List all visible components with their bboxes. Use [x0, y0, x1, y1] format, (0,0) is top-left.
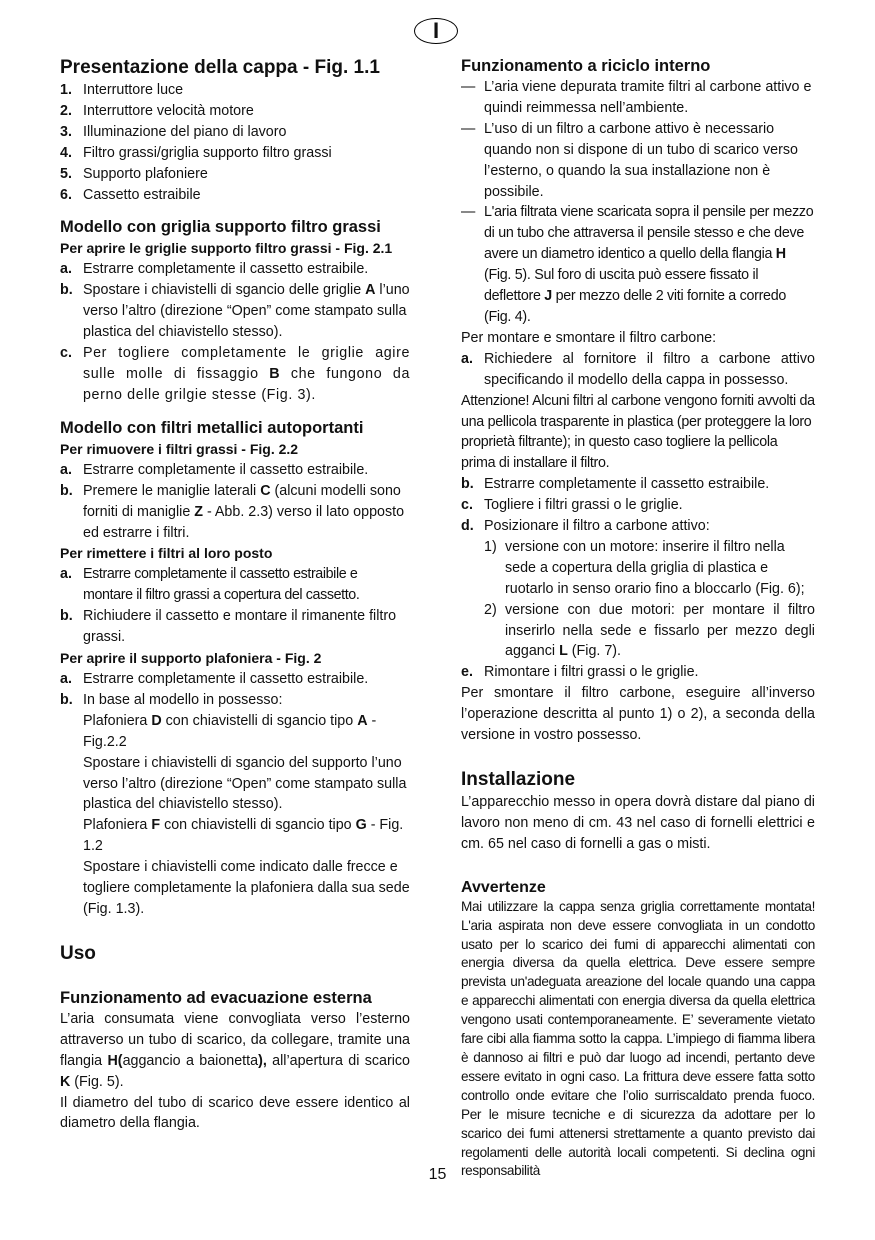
subheading-plafoniera: Per aprire il supporto plafoniera - Fig. 2 — [60, 650, 322, 667]
dash-bullet: — — [461, 204, 476, 221]
item-text: Interruttore velocità motore — [83, 102, 254, 119]
left-column — [60, 56, 410, 1134]
subheading-griglia: Per aprire le griglie supporto filtro grassi - Fig. 2.1 — [60, 240, 393, 257]
item-text: Premere le maniglie laterali C (alcuni modelli sono forniti di maniglie Z - Abb. 2.3) verso il lato opposto ed estrarre i filtri. — [83, 482, 405, 541]
item-number: 4. — [60, 144, 72, 161]
item-letter: b. — [60, 482, 73, 499]
item-text: Spostare i chiavistelli di sgancio delle griglie A l’uno verso l’altro (direzione “Open” come stampato sulla plastica del chiavistello stesso). — [83, 282, 410, 341]
list-item — [60, 185, 410, 206]
paragraph: Plafoniera F con chiavistelli di sgancio tipo G - Fig. 1.2 — [83, 817, 404, 855]
list-item — [60, 690, 410, 711]
paragraph: Per montare e smontare il filtro carbone: — [461, 329, 717, 346]
list-item — [60, 259, 410, 280]
list-item — [60, 460, 410, 481]
subheading-rimuovere: Per rimuovere i filtri grassi - Fig. 2.2 — [60, 440, 299, 457]
item-text: Filtro grassi/griglia supporto filtro grassi — [83, 144, 332, 161]
item-letter: b. — [60, 282, 73, 299]
heading-griglia: Modello con griglia supporto filtro grassi — [60, 218, 381, 237]
item-number: 2) — [484, 601, 497, 618]
item-text: Interruttore luce — [83, 82, 184, 98]
section-title-presentazione: Presentazione della cappa - Fig. 1.1 — [60, 57, 380, 78]
item-letter: e. — [461, 664, 473, 681]
dash-bullet: — — [461, 120, 476, 137]
list-item — [60, 343, 410, 406]
list-item — [60, 143, 410, 164]
item-text: Estrarre completamente il cassetto estraibile. — [484, 476, 770, 493]
item-letter: a. — [60, 671, 72, 688]
item-number: 5. — [60, 165, 72, 182]
list-item — [60, 564, 410, 606]
paragraph: Spostare i chiavistelli di sgancio del supporto l’uno verso l’altro (direzione “Open” come stampato sulla plastica del chiavistello stesso). — [83, 754, 407, 813]
item-text: L’uso di un filtro a carbone attivo è necessario quando non si dispone di un tubo di scarico verso l’esterno, o quando la sua installazione non è possibile. — [484, 120, 798, 200]
item-letter: a. — [60, 566, 72, 583]
item-letter: a. — [60, 261, 72, 278]
list-item — [461, 474, 815, 495]
item-letter: d. — [461, 518, 474, 535]
list-item — [60, 164, 410, 185]
list-item — [461, 537, 815, 600]
item-text: In base al modello in possesso: — [83, 691, 283, 708]
item-number: 6. — [60, 186, 72, 203]
item-letter: c. — [60, 345, 72, 362]
list-item — [461, 600, 815, 663]
attention-note: Attenzione! Alcuni filtri al carbone vengono forniti avvolti da una pellicola trasparente in plastica (per proteggere la loro proprietà filtrante); in questo caso togliere la pellicola prima di installare il filtro. — [461, 392, 815, 472]
item-number: 2. — [60, 102, 72, 119]
item-letter: a. — [461, 350, 473, 367]
list-item — [60, 101, 410, 122]
item-letter: b. — [60, 691, 73, 708]
language-badge: I — [414, 18, 458, 44]
page-number: 15 — [428, 1166, 447, 1183]
list-item — [461, 349, 815, 391]
heading-evacuazione: Funzionamento ad evacuazione esterna — [60, 988, 372, 1007]
item-number: 1. — [60, 82, 72, 98]
item-text: Togliere i filtri grassi o le griglie. — [484, 497, 683, 514]
item-letter: b. — [461, 476, 474, 493]
parts-list — [60, 80, 410, 205]
heading-avvertenze: Avvertenze — [461, 878, 546, 896]
list-item — [461, 202, 815, 327]
item-text: Richiudere il cassetto e montare il rimanente filtro grassi. — [83, 608, 397, 646]
heading-riciclo: Funzionamento a riciclo interno — [461, 57, 711, 75]
item-letter: b. — [60, 608, 73, 625]
item-text: versione con due motori: per montare il filtro inserirlo nella sede e fissarlo per mezzo degli agganci L (Fig. 7). — [505, 601, 815, 660]
list-item — [60, 606, 410, 648]
list-item — [461, 662, 815, 683]
paragraph: Spostare i chiavistelli come indicato dalle frecce e togliere completamente la plafoniera dalla sua sede (Fig. 1.3). — [83, 859, 410, 917]
item-text: Cassetto estraibile — [83, 186, 201, 203]
item-number: 3. — [60, 123, 72, 140]
item-text: L'aria filtrata viene scaricata sopra il pensile per mezzo di un tubo che attraversa il pensile stesso e che deve avere un diametro identico a quello della flangia H (Fig. 5). Sul foro di uscita può essere fissato il deflettore J per mezzo delle 2 viti fornite a corredo (Fig. 4). — [484, 204, 814, 325]
item-letter: c. — [461, 497, 473, 514]
item-text: Estrarre completamente il cassetto estraibile. — [83, 461, 369, 478]
heading-metallici: Modello con filtri metallici autoportanti — [60, 418, 364, 437]
paragraph: Il diametro del tubo di scarico deve essere identico al diametro della flangia. — [60, 1094, 410, 1132]
list-item — [60, 80, 410, 101]
list-item — [60, 122, 410, 143]
subheading-rimettere: Per rimettere i filtri al loro posto — [60, 545, 273, 562]
paragraph: Mai utilizzare la cappa senza griglia correttamente montata! L'aria aspirata non deve essere convogliata in un condotto usato per lo scarico dei fumi di apparecchi alimentati con energia diversa da quella elettrica. Deve essere sempre prevista un'adeguata areazione del locale quando una cappa e apparecchi alimentati con energia diversa da quella elettrica vengono usati contemporaneamente. E’ severamente vietato fare cibi alla fiamma sotto la cappa. L’impiego di fiamma libera è dannoso ai filtri e può dar luogo ad incendi, pertanto deve essere evitato in ogni caso. La frittura deve essere fatta sotto controllo onde evitare che l’olio surriscaldato prenda fuoco. Per le misure tecniche e di sicurezza da adottare per lo scarico dei fumi attenersi strettamente a quanto previsto dai regolamenti delle autorità locali competenti. Si declina ogni responsabilità — [461, 898, 815, 1179]
paragraph: Plafoniera D con chiavistelli di sgancio tipo A - Fig.2.2 — [83, 712, 377, 750]
item-text: Richiedere al fornitore il filtro a carbone attivo specificando il modello della cappa in possesso. — [484, 350, 815, 388]
item-text: Per togliere completamente le griglie agire sulle molle di fissaggio B che fungono da perno delle grilgie stesse (Fig. 3). — [83, 345, 410, 403]
item-text: Estrarre completamente il cassetto estraibile. — [83, 671, 369, 688]
dash-bullet: — — [461, 79, 476, 95]
list-item — [60, 280, 410, 343]
list-item — [60, 669, 410, 690]
paragraph: L’apparecchio messo in opera dovrà distare dal piano di lavoro non meno di cm. 43 nel caso di fornelli elettrici e cm. 65 nel caso di fornelli a gas o misti. — [461, 794, 815, 852]
item-text: Posizionare il filtro a carbone attivo: — [484, 518, 710, 535]
item-text: Rimontare i filtri grassi o le griglie. — [484, 664, 699, 681]
list-item — [461, 119, 815, 203]
item-text: L’aria viene depurata tramite filtri al carbone attivo e quindi reimmessa nell’ambiente. — [484, 79, 812, 116]
paragraph: Per smontare il filtro carbone, eseguire all’inverso l’operazione descritta al punto 1) o 2), a seconda della versione in vostro possesso. — [461, 685, 815, 744]
item-text: Estrarre completamente il cassetto estraibile e montare il filtro grassi a copertura del cassetto. — [83, 566, 360, 604]
item-text: Supporto plafoniere — [83, 165, 208, 182]
list-item — [461, 516, 815, 537]
item-text: versione con un motore: inserire il filtro nella sede a copertura della griglia di plastica e ruotarlo in senso orario fino a bloccarlo (Fig. 6); — [505, 538, 805, 597]
section-title-uso: Uso — [60, 942, 96, 964]
item-letter: a. — [60, 461, 72, 478]
list-item — [461, 77, 815, 119]
list-item — [60, 481, 410, 544]
item-text: Illuminazione del piano di lavoro — [83, 123, 287, 140]
section-title-installazione: Installazione — [461, 769, 576, 790]
item-number: 1) — [484, 538, 497, 555]
item-text: Estrarre completamente il cassetto estraibile. — [83, 261, 369, 278]
list-item — [461, 495, 815, 516]
right-column — [461, 56, 815, 1181]
paragraph: L’aria consumata viene convogliata verso l’esterno attraverso un tubo di scarico, da collegare, tramite una flangia H(aggancio a baionetta), all’apertura di scarico K (Fig. 5). — [60, 1010, 411, 1090]
